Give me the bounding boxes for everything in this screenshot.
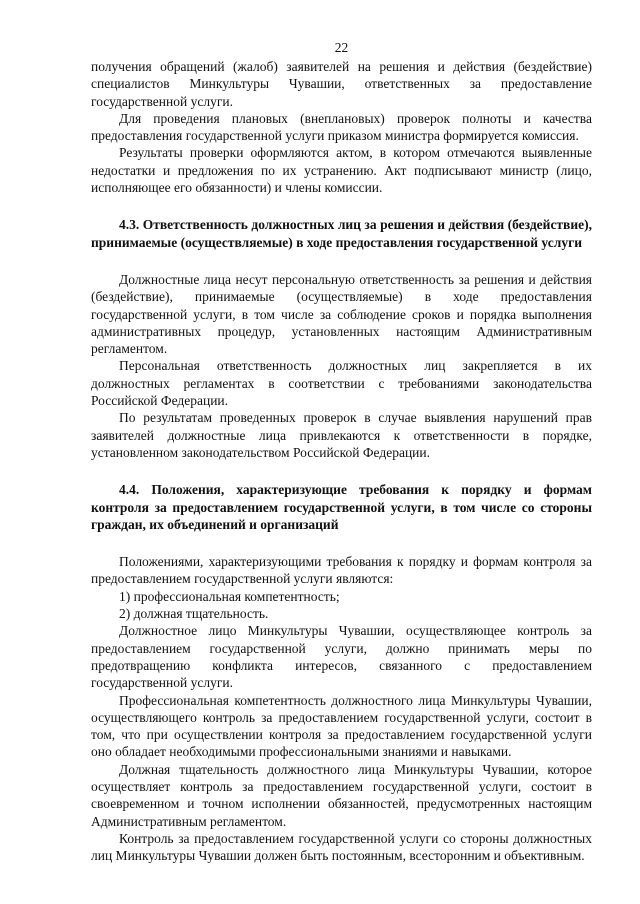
paragraph: Профессиональная компетентность должностного лица Минкультуры Чувашии, осуществляющего контроль за предоставлением государственной услуги, состоит в том, что при осуществлении контроля за предоставлением государственной услуги оно обладает необходимыми профессиональными знаниями и навыками. [91, 692, 592, 760]
paragraph: Результаты проверки оформляются актом, в котором отмечаются выявленные недостатки и предложения по их устранению. Акт подписывают министр (лицо, исполняющее его обязанности) и члены комиссии. [91, 145, 592, 196]
paragraph: Должностные лица несут персональную ответственность за решения и действия (бездействие), принимаемые (осуществляемые) в ходе предоставления государственной услуги, в том числе за соблюдение сроков и порядка выполнения административных процедур, установленных настоящим Административным регламентом. [91, 271, 592, 357]
paragraph: По результатам проведенных проверок в случае выявления нарушений прав заявителей должностные лица привлекаются к ответственности в порядке, установленном законодательством Российской Федерации. [91, 410, 592, 460]
list-item: 1) профессиональная компетентность; [119, 588, 340, 604]
paragraph: Должностное лицо Минкультуры Чувашии, осуществляющее контроль за предоставлением государственной услуги, должно принимать меры по предотвращению конфликта интересов, связанного с предоставлением государственной услуги. [91, 623, 592, 691]
section-heading-4-4: 4.4. Положения, характеризующие требования к порядку и формам контроля за предоставлением государственной услуги, в том числе со стороны граждан, их объединений и организаций [91, 482, 592, 532]
paragraph: Должная тщательность должностного лица Минкультуры Чувашии, которое осуществляет контроль за предоставлением государственной услуги, состоит в своевременном и точном исполнении обязанностей, предусмотренных настоящим Административным регламентом. [91, 761, 592, 829]
paragraph: Персональная ответственность должностных лиц закрепляется в их должностных регламентах в соответствии с требованиями законодательства Российской Федерации. [91, 358, 592, 409]
paragraph: Контроль за предоставлением государственной услуги со стороны должностных лиц Минкультуры Чувашии должен быть постоянным, всесторонним и объективным. [91, 830, 592, 864]
page-number: 22 [334, 40, 349, 55]
list-item: 2) должная тщательность. [119, 606, 269, 622]
paragraph: получения обращений (жалоб) заявителей на решения и действия (бездействие) специалистов Минкультуры Чувашии, ответственных за предоставление государственной услуги. [91, 59, 592, 109]
paragraph: Для проведения плановых (внеплановых) проверок полноты и качества предоставления государственной услуги приказом министра формируется комиссия. [91, 110, 592, 144]
section-heading-4-3: 4.3. Ответственность должностных лиц за решения и действия (бездействие), принимаемые (осуществляемые) в ходе предоставления государственной услуги [91, 217, 592, 250]
paragraph: Положениями, характеризующими требования к порядку и формам контроля за предоставлением государственной услуги являются: [91, 554, 592, 587]
